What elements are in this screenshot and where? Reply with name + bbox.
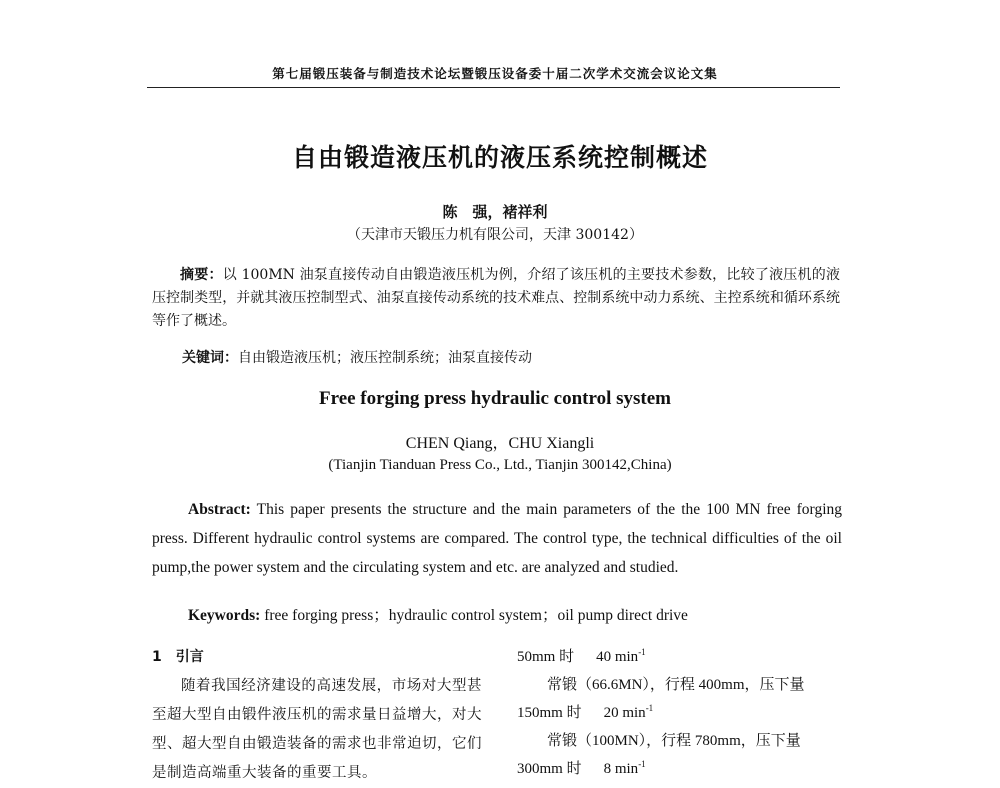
param-line: 常锻（66.6MN），行程 400mm，压下量 (547, 677, 805, 693)
param-line (517, 643, 847, 671)
section-number: 1 (152, 649, 162, 665)
body-left-column (152, 643, 482, 788)
param-line (517, 755, 847, 783)
header-rule (147, 87, 840, 88)
chinese-affiliation: （天津市天锻压力机有限公司，天津 300142） (347, 227, 643, 243)
param-rate: 40 min (596, 649, 639, 665)
section-title: 引言 (175, 649, 204, 665)
running-header: 第七届锻压装备与制造技术论坛暨锻压设备委十届二次学术交流会议论文集 (272, 66, 718, 81)
english-title: Free forging press hydraulic control system (319, 388, 671, 409)
chinese-keywords (182, 347, 840, 367)
param-rate-exponent: -1 (638, 759, 646, 769)
english-keywords (188, 603, 838, 625)
param-value: 50mm 时 (517, 649, 575, 665)
param-line: 常锻（100MN），行程 780mm，压下量 (547, 733, 801, 749)
param-rate: 20 min (603, 705, 646, 721)
english-affiliation: (Tianjin Tianduan Press Co., Ltd., Tianjin 300142,China) (328, 457, 672, 473)
english-abstract-text: This paper presents the structure and the main parameters of the the 100 MN free forging press. Different hydraulic control systems are compared. The control type, the technical difficulties of the oil pump,the power system and the circulating system and etc. are analyzed and studied. (152, 501, 842, 576)
chinese-keywords-label: 关键词： (182, 350, 238, 366)
param-line (517, 699, 847, 727)
chinese-abstract (152, 264, 840, 333)
chinese-title: 自由锻造液压机的液压系统控制概述 (291, 143, 708, 172)
chinese-authors: 陈 强，褚祥利 (442, 203, 548, 221)
body-right-column (517, 643, 847, 783)
english-keywords-label: Keywords: (188, 607, 261, 624)
param-value: 150mm 时 (517, 705, 582, 721)
chinese-abstract-text: 以 100MN 油泵直接传动自由锻造液压机为例，介绍了该压机的主要技术参数，比较了液压机的液压控制类型，并就其液压控制型式、油泵直接传动系统的技术难点、控制系统中动力系统、主控系统和循环系统等作了概述。 (152, 267, 840, 329)
english-keywords-text: free forging press；hydraulic control system；oil pump direct drive (264, 607, 688, 624)
section-heading (152, 643, 482, 672)
param-value: 300mm 时 (517, 761, 582, 777)
param-rate-exponent: -1 (645, 703, 654, 713)
english-authors: CHEN Qiang，CHU Xiangli (405, 435, 595, 452)
param-rate: 8 min (603, 761, 639, 777)
param-rate-exponent: -1 (638, 647, 646, 657)
chinese-keywords-text: 自由锻造液压机；液压控制系统；油泵直接传动 (238, 350, 532, 366)
chinese-abstract-label: 摘要： (180, 267, 223, 283)
english-abstract-label: Abstract: (188, 501, 251, 518)
english-abstract (152, 495, 842, 582)
intro-paragraph: 随着我国经济建设的高速发展，市场对大型甚至超大型自由锻件液压机的需求量日益增大，对大型、超大型自由锻造装备的需求也非常迫切，它们是制造高端重大装备的重要工具。 (152, 678, 482, 781)
